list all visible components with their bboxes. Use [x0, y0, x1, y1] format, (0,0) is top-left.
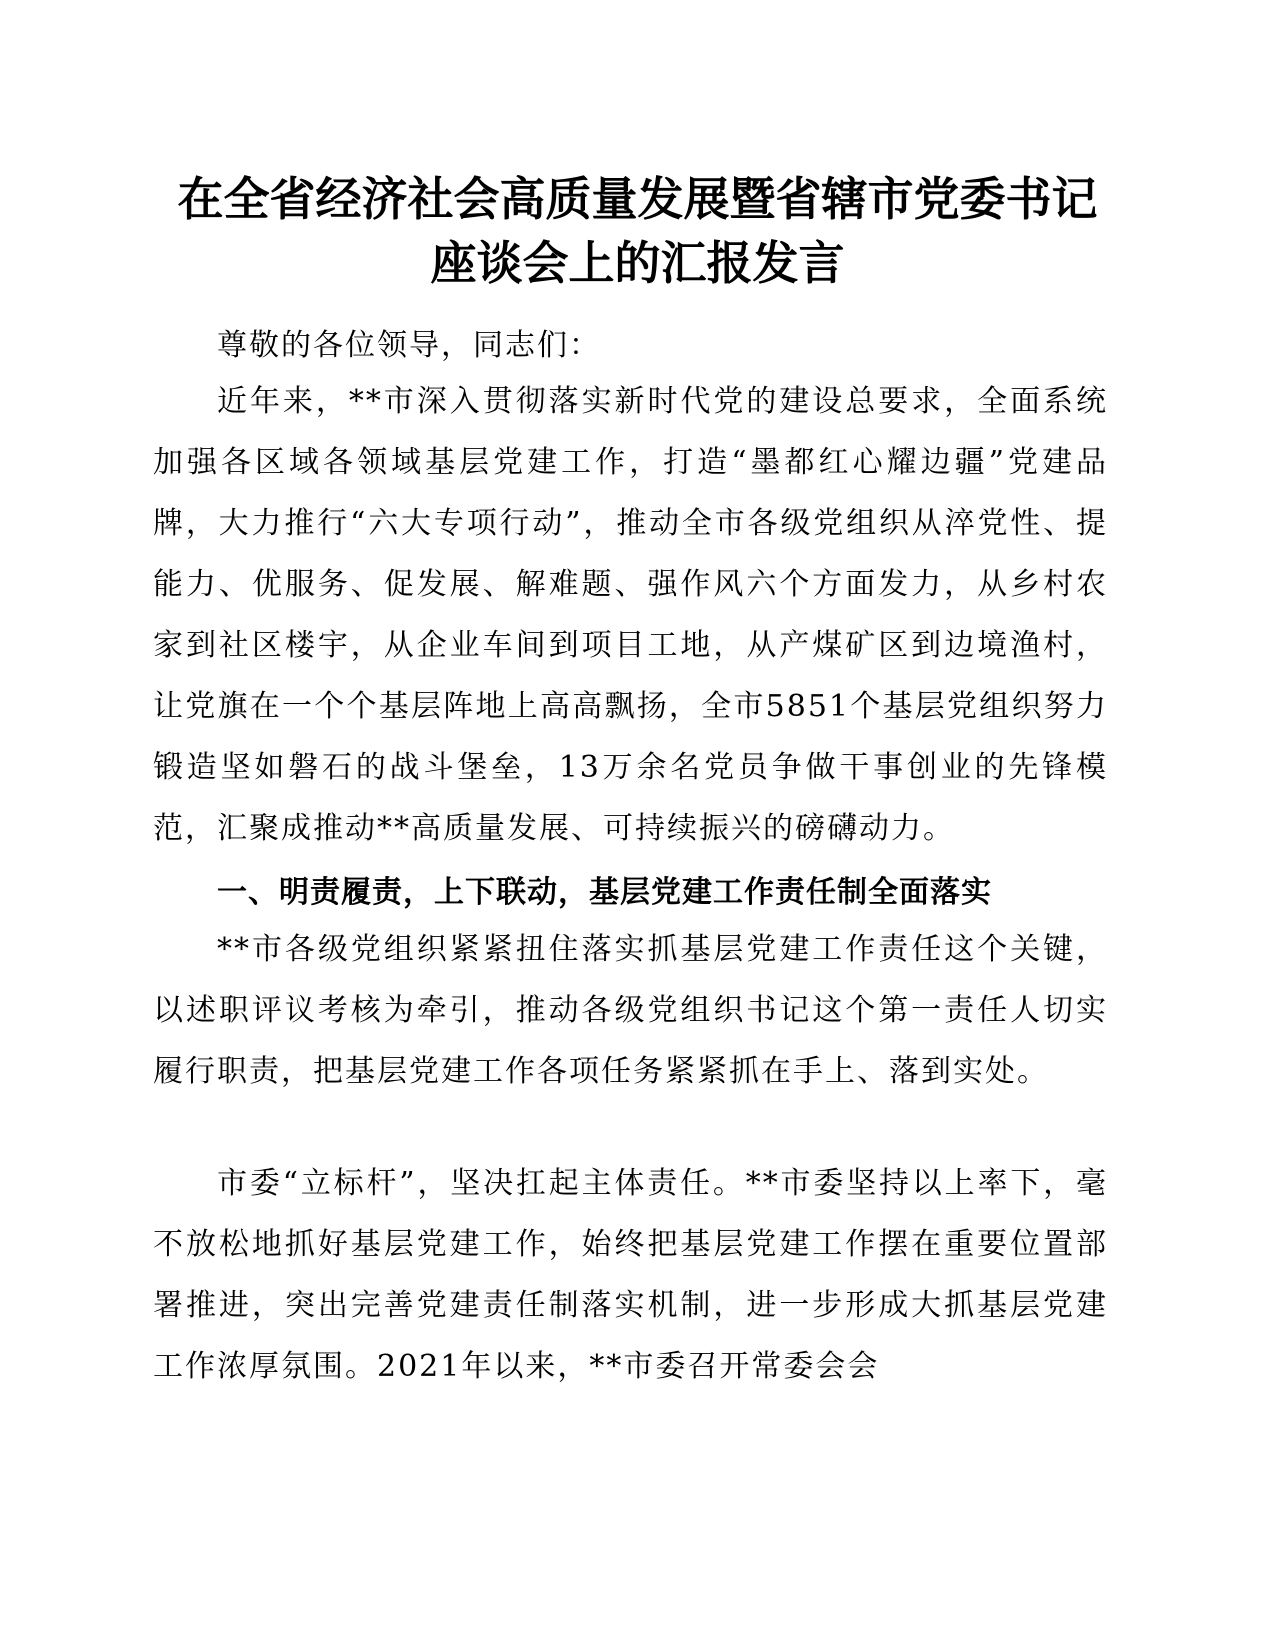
- section-heading-block-1: [153, 862, 1108, 923]
- paragraph-municipal-committee: 市委“立标杆”，坚决扛起主体责任。**市委坚持以上率下，毫不放松地抓好基层党建工作，始终把基层党建工作摆在重要位置部署推进，突出完善党建责任制落实机制，进一步形成大抓基层党建工作浓厚氛围。2021年以来，**市委召开常委会会: [153, 1166, 1108, 1384]
- title-line-1: 在全省经济社会高质量发展暨省辖市党委书记: [177, 172, 1098, 226]
- paragraph-responsibility: **市各级党组织紧紧扭住落实抓基层党建工作责任这个关键，以述职评议考核为牵引，推动各级党组织书记这个第一责任人切实履行职责，把基层党建工作各项任务紧紧抓在手上、落到实处。: [153, 932, 1108, 1089]
- paragraph-intro: 近年来，**市深入贯彻落实新时代党的建设总要求，全面系统加强各区域各领域基层党建工作，打造“墨都红心耀边疆”党建品牌，大力推行“六大专项行动”，推动全市各级党组织从淬党性、提能力、优服务、促发展、解难题、强作风六个方面发力，从乡村农家到社区楼宇，从企业车间到项目工地，从产煤矿区到边境渔村，让党旗在一个个基层阵地上高高飘扬，全市5851个基层党组织努力锻造坚如磐石的战斗堡垒，13万余名党员争做干事创业的先锋模范，汇聚成推动**高质量发展、可持续振兴的磅礴动力。: [153, 384, 1108, 846]
- paragraph-block-3: [153, 1153, 1108, 1397]
- greeting: 尊敬的各位领导，同志们：: [217, 328, 601, 363]
- greeting-block: [153, 315, 1108, 376]
- paragraph-block-1: [153, 371, 1108, 859]
- title-line-2: 座谈会上的汇报发言: [430, 236, 845, 290]
- document-title: [140, 167, 1135, 295]
- section-heading-1: 一、明责履责，上下联动，基层党建工作责任制全面落实: [217, 875, 992, 910]
- paragraph-block-2: [153, 919, 1108, 1102]
